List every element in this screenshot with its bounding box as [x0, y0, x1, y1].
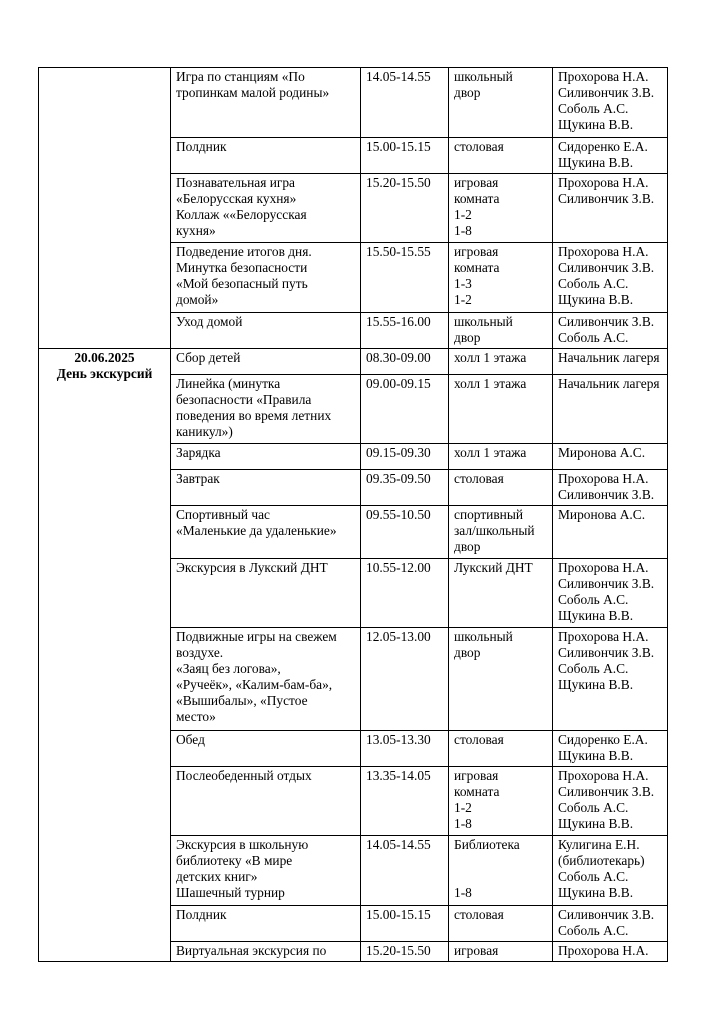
responsible-cell: Сидоренко Е.А. Щукина В.В. — [553, 138, 668, 174]
responsible-cell: Прохорова Н.А. Силивончик З.В. — [553, 470, 668, 506]
responsible-cell: Прохорова Н.А. Силивончик З.В. Соболь А.С. Щукина В.В. — [553, 559, 668, 628]
time-cell: 09.15-09.30 — [361, 444, 449, 470]
time-cell: 15.00-15.15 — [361, 138, 449, 174]
activity-cell: Полдник — [171, 138, 361, 174]
responsible-cell: Миронова А.С. — [553, 506, 668, 559]
responsible-cell: Миронова А.С. — [553, 444, 668, 470]
time-cell: 15.20-15.50 — [361, 942, 449, 962]
activity-cell: Игра по станциям «По тропинкам малой родины» — [171, 68, 361, 138]
time-cell: 15.00-15.15 — [361, 906, 449, 942]
time-cell: 14.05-14.55 — [361, 68, 449, 138]
responsible-cell: Сидоренко Е.А. Щукина В.В. — [553, 731, 668, 767]
day-cell-previous — [39, 68, 171, 349]
time-cell: 12.05-13.00 — [361, 628, 449, 731]
activity-cell: Линейка (минутка безопасности «Правила поведения во время летних каникул») — [171, 375, 361, 444]
place-cell: игровая комната 1-3 1-2 — [449, 243, 553, 313]
activity-cell: Зарядка — [171, 444, 361, 470]
responsible-cell: Начальник лагеря — [553, 349, 668, 375]
time-cell: 13.35-14.05 — [361, 767, 449, 836]
place-cell: спортивный зал/школьный двор — [449, 506, 553, 559]
responsible-cell: Прохорова Н.А. Силивончик З.В. — [553, 174, 668, 243]
responsible-cell: Силивончик З.В. Соболь А.С. — [553, 313, 668, 349]
place-cell: холл 1 этажа — [449, 375, 553, 444]
activity-cell: Послеобеденный отдых — [171, 767, 361, 836]
activity-cell: Виртуальная экскурсия по — [171, 942, 361, 962]
time-cell: 09.55-10.50 — [361, 506, 449, 559]
place-cell: школьный двор — [449, 68, 553, 138]
activity-cell: Сбор детей — [171, 349, 361, 375]
responsible-cell: Кулигина Е.Н. (библиотекарь) Соболь А.С. Щукина В.В. — [553, 836, 668, 906]
responsible-cell: Прохорова Н.А. Силивончик З.В. Соболь А.С. Щукина В.В. — [553, 243, 668, 313]
time-cell: 09.00-09.15 — [361, 375, 449, 444]
time-cell: 14.05-14.55 — [361, 836, 449, 906]
time-cell: 09.35-09.50 — [361, 470, 449, 506]
place-cell: Библиотека 1-8 — [449, 836, 553, 906]
schedule-table — [38, 67, 668, 962]
place-cell: столовая — [449, 731, 553, 767]
place-cell: школьный двор — [449, 628, 553, 731]
time-cell: 15.20-15.50 — [361, 174, 449, 243]
time-cell: 15.50-15.55 — [361, 243, 449, 313]
place-cell: столовая — [449, 470, 553, 506]
table-row — [39, 68, 668, 138]
place-cell: игровая — [449, 942, 553, 962]
time-cell: 15.55-16.00 — [361, 313, 449, 349]
place-cell: игровая комната 1-2 1-8 — [449, 174, 553, 243]
time-cell: 08.30-09.00 — [361, 349, 449, 375]
activity-cell: Обед — [171, 731, 361, 767]
place-cell: холл 1 этажа — [449, 349, 553, 375]
day-title: День экскурсий — [56, 366, 153, 381]
responsible-cell: Прохорова Н.А. — [553, 942, 668, 962]
table-row — [39, 349, 668, 375]
day-date: 20.06.2025 — [74, 350, 135, 365]
place-cell: столовая — [449, 906, 553, 942]
responsible-cell: Силивончик З.В. Соболь А.С. — [553, 906, 668, 942]
place-cell: Лукский ДНТ — [449, 559, 553, 628]
responsible-cell: Прохорова Н.А. Силивончик З.В. Соболь А.С. Щукина В.В. — [553, 68, 668, 138]
place-cell: холл 1 этажа — [449, 444, 553, 470]
place-cell: школьный двор — [449, 313, 553, 349]
activity-cell: Подвижные игры на свежем воздухе. «Заяц без логова», «Ручеёк», «Калим-бам-ба», «Вышибалы», «Пустое место» — [171, 628, 361, 731]
time-cell: 13.05-13.30 — [361, 731, 449, 767]
schedule-body — [39, 68, 668, 962]
activity-cell: Полдник — [171, 906, 361, 942]
activity-cell: Подведение итогов дня. Минутка безопасности «Мой безопасный путь домой» — [171, 243, 361, 313]
responsible-cell: Прохорова Н.А. Силивончик З.В. Соболь А.С. Щукина В.В. — [553, 767, 668, 836]
activity-cell: Спортивный час «Маленькие да удаленькие» — [171, 506, 361, 559]
activity-cell: Уход домой — [171, 313, 361, 349]
activity-cell: Завтрак — [171, 470, 361, 506]
place-cell: игровая комната 1-2 1-8 — [449, 767, 553, 836]
activity-cell: Экскурсия в Лукский ДНТ — [171, 559, 361, 628]
activity-cell: Познавательная игра «Белорусская кухня» Коллаж ««Белорусская кухня» — [171, 174, 361, 243]
place-cell: столовая — [449, 138, 553, 174]
day-cell — [39, 349, 171, 962]
responsible-cell: Начальник лагеря — [553, 375, 668, 444]
time-cell: 10.55-12.00 — [361, 559, 449, 628]
responsible-cell: Прохорова Н.А. Силивончик З.В. Соболь А.С. Щукина В.В. — [553, 628, 668, 731]
activity-cell: Экскурсия в школьную библиотеку «В мире детских книг» Шашечный турнир — [171, 836, 361, 906]
